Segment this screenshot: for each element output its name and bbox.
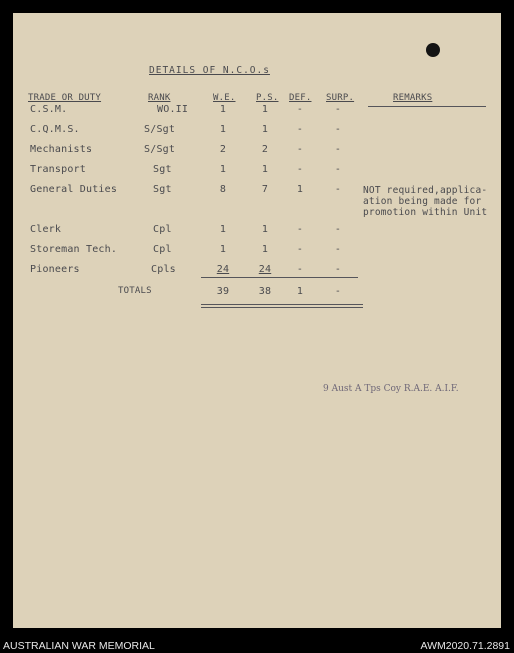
row-trade: Transport (30, 164, 86, 175)
row-surp: - (334, 124, 342, 135)
row-we: 1 (219, 224, 227, 235)
row-ps: 24 (258, 264, 272, 275)
row-trade: Clerk (30, 224, 62, 235)
row-trade: C.S.M. (30, 104, 68, 115)
header-surp: SURP. (326, 93, 355, 103)
row-we: 2 (219, 144, 227, 155)
totals-double-rule-bottom (201, 307, 363, 308)
row-trade: General Duties (30, 184, 118, 195)
row-surp: - (334, 144, 342, 155)
row-trade: C.Q.M.S. (30, 124, 80, 135)
footer-accession-number: AWM2020.71.2891 (420, 640, 510, 652)
row-surp: - (334, 224, 342, 235)
row-rank: S/Sgt (144, 144, 176, 155)
row-ps: 7 (261, 184, 269, 195)
header-we: W.E. (213, 93, 236, 103)
punch-hole (426, 43, 440, 57)
header-def: DEF. (289, 93, 312, 103)
row-rank: Cpl (153, 224, 172, 235)
header-trade: TRADE OR DUTY (28, 93, 102, 103)
row-def: - (296, 264, 304, 275)
subtotal-rule (201, 277, 358, 278)
footer-archive-name: AUSTRALIAN WAR MEMORIAL (3, 640, 155, 652)
totals-we: 39 (216, 286, 230, 297)
row-def: - (296, 144, 304, 155)
row-surp: - (334, 104, 342, 115)
row-def: - (296, 124, 304, 135)
row-we: 1 (219, 124, 227, 135)
row-we: 1 (219, 244, 227, 255)
row-rank: Cpls (151, 264, 176, 275)
remarks-line: promotion within Unit (363, 207, 488, 218)
row-ps: 1 (261, 244, 269, 255)
totals-label: TOTALS (118, 286, 152, 296)
remarks-line: NOT required,applica- (363, 185, 488, 196)
row-we: 8 (219, 184, 227, 195)
row-trade: Storeman Tech. (30, 244, 118, 255)
document-page (13, 13, 501, 628)
row-we: 24 (216, 264, 230, 275)
row-rank: Cpl (153, 244, 172, 255)
row-ps: 1 (261, 124, 269, 135)
header-ps: P.S. (256, 93, 279, 103)
row-surp: - (334, 244, 342, 255)
row-def: - (296, 164, 304, 175)
row-def: - (296, 104, 304, 115)
totals-surp: - (334, 286, 342, 297)
row-rank: Sgt (153, 164, 172, 175)
row-ps: 1 (261, 104, 269, 115)
header-remarks: REMARKS (393, 93, 433, 103)
row-def: 1 (296, 184, 304, 195)
row-def: - (296, 244, 304, 255)
row-rank: S/Sgt (144, 124, 176, 135)
row-trade: Pioneers (30, 264, 80, 275)
row-rank: WO.II (157, 104, 189, 115)
totals-ps: 38 (258, 286, 272, 297)
row-we: 1 (219, 164, 227, 175)
totals-def: 1 (296, 286, 304, 297)
row-ps: 1 (261, 164, 269, 175)
row-def: - (296, 224, 304, 235)
document-title: DETAILS OF N.C.O.s (149, 65, 270, 76)
row-surp: - (334, 184, 342, 195)
row-ps: 1 (261, 224, 269, 235)
row-surp: - (334, 164, 342, 175)
row-ps: 2 (261, 144, 269, 155)
remarks-line: ation being made for (363, 196, 482, 207)
unit-stamp: 9 Aust A Tps Coy R.A.E. A.I.F. (323, 384, 459, 394)
remarks-header-rule (368, 106, 486, 107)
row-surp: - (334, 264, 342, 275)
header-rank: RANK (148, 93, 171, 103)
row-rank: Sgt (153, 184, 172, 195)
totals-double-rule-top (201, 304, 363, 305)
row-trade: Mechanists (30, 144, 93, 155)
row-we: 1 (219, 104, 227, 115)
